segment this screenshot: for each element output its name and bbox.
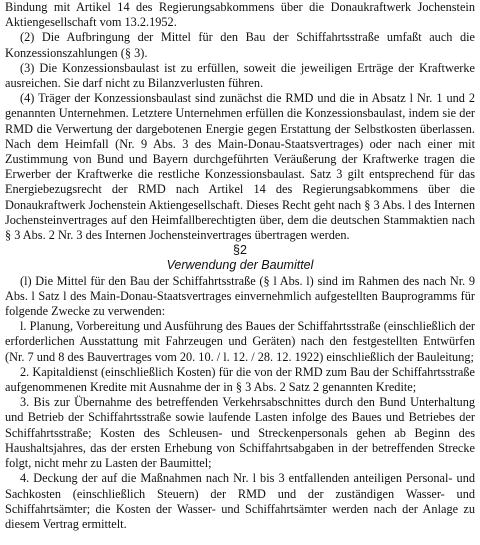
paragraph-4: (4) Träger der Konzessionsbaulast sind zunächst die RMD und die in Absatz l Nr. 1 und 2 genannten Unternehmen. Letztere Unternehmen erfüllen die Konzessionsbaulast, indem sie der RMD die Verwertung der dargebotenen Energie gegen Erstattung der Selbstkosten überlassen. Nach dem Heimfall (Nr. 9 Abs. 3 des Main-Donau-Staatsvertrages) oder nach einer mit Zustimmung von Bund und Bayern durchgeführten Veräußerung der Kraftwerke tragen die Erwerber der Kraftwerke die restliche Konzessionsbaulast. Satz 3 gilt entsprechend für das Energiebezugsrecht der RMD nach Artikel 14 des Regierungsabkommens über die Donaukraftwerk Jochenstein Aktiengesellschaft. Dieses Recht geht nach § 3 Abs. l des Internen Jochensteinvertrages auf den Heimfallberechtigten über, dem die deutschen Stammaktien nach § 3 Abs. 2 Nr. 3 des Internen Jochensteinvertrages übertragen werden.	[5, 91, 475, 243]
paragraph-continuation: Bindung mit Artikel 14 des Regierungsabkommens über die Donaukraftwerk Jochenstein Aktiengesellschaft vom 13.2.1952.	[5, 0, 475, 30]
paragraph-2: (2) Die Aufbringung der Mittel für den Bau der Schiffahrtsstraße umfaßt auch die Konzessionszahlungen (§ 3).	[5, 30, 475, 60]
list-item-4: 4. Deckung der auf die Maßnahmen nach Nr. l bis 3 entfallenden anteiligen Personal- und Sachkosten (einschließlich Steuern) der RMD und der zuständigen Wasser- und Schiffahrtsämter; die Kosten der Wasser- und Schiffahrtsämter werden nach der Anlage zu diesem Vertrag ermittelt.	[5, 471, 475, 531]
list-item-3: 3. Bis zur Übernahme des betreffenden Verkehrsabschnittes durch den Bund Unterhaltung und Betrieb der Schiffahrtsstraße sowie laufende Lasten infolge des Baues und Betriebes der Schiffahrtsstraße; Kosten des Schleusen- und Streckenpersonals gehen ab Beginn des Haushaltsjahres, das der ersten Erhebung von Schiffahrtsabgaben in der betreffenden Strecke folgt, nicht mehr zu Lasten der Baumittel;	[5, 395, 475, 471]
paragraph-3: (3) Die Konzessionsbaulast ist zu erfüllen, soweit die jeweiligen Erträge der Kraftwerke ausreichen. Sie darf nicht zu Bilanzverlusten führen.	[5, 60, 475, 91]
list-item-1: l. Planung, Vorbereitung und Ausführung des Baues der Schiffahrtsstraße (einschließlich der erforderlichen Ausstattung mit Fahrzeugen und Geräten) nach den festgestellten Entwürfen (Nr. 7 und 8 des Bauvertrages vom 20. 10. / l. 12. / 28. 12. 1922) einschließlich der Bauleitung;	[5, 319, 475, 364]
list-item-2: 2. Kapitaldienst (einschließlich Kosten) für die von der RMD zum Bau der Schiffahrtsstraße aufgenommenen Kredite mit Ausnahme der in § 3 Abs. 2 Satz 2 genannten Kredite;	[5, 364, 475, 395]
paragraph-1-intro: (l) Die Mittel für den Bau der Schiffahrtsstraße (§ l Abs. l) sind im Rahmen des nach Nr. 9 Abs. l Satz l des Main-Donau-Staatsvertrages einvernehmlich aufgestellten Bauprogramms für folgende Zwecke zu verwenden:	[5, 273, 475, 319]
section-title: Verwendung der Baumittel	[166, 258, 314, 273]
section-number: §2	[233, 243, 247, 258]
